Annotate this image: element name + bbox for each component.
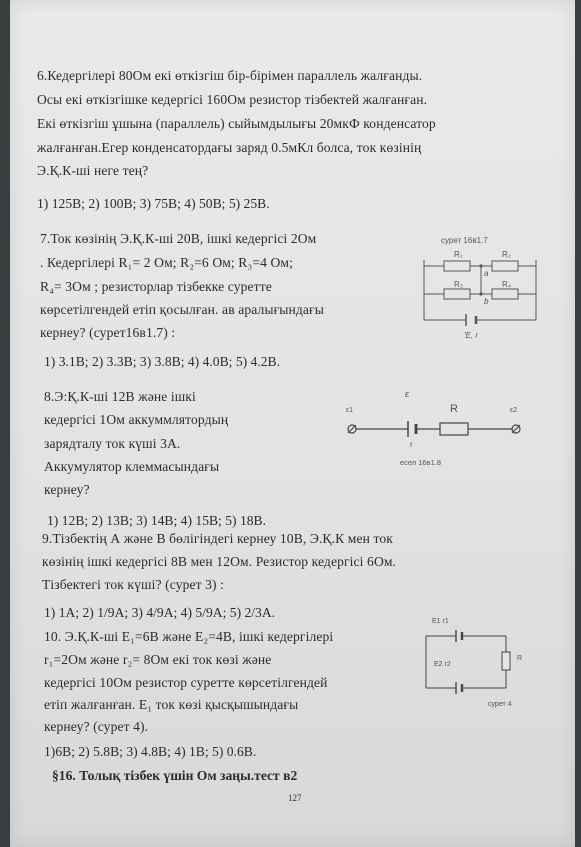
q9-options: 1) 1А; 2) 1/9А; 3) 4/9А; 4) 5/9А; 5) 2/3А.: [44, 605, 276, 620]
q7-resistor-r2: [492, 261, 518, 271]
q8-options: 1) 12В; 2) 13В; 3) 14В; 4) 15В; 5) 18В.: [47, 513, 267, 528]
q8-circuit-figure: [330, 385, 540, 475]
q7-resistor-r1: [444, 261, 470, 271]
q9-line-1: 9.Тізбектің А және В бөлігіндегі кернеу 10В, Э.Қ.К мен ток: [42, 531, 393, 546]
q8-internal-r-label: r: [410, 440, 413, 449]
q7-resistor-r3: [444, 289, 470, 299]
q7-resistor-r4: [492, 289, 518, 299]
q10-e1-label: E1 r1: [432, 618, 449, 625]
q6-line-5: Э.Қ.К-ші неге тең?: [37, 163, 149, 178]
q10-line-2: r₁=2Ом және r₂= 8Ом екі ток көзі және: [44, 652, 272, 667]
q8-line-4: Аккумулятор клеммасындағы: [44, 459, 220, 474]
q10-line-4: етіп жалғанған. Е₁ ток көзі қысқышындағы: [44, 697, 299, 712]
q10-resistor: [502, 652, 510, 670]
q6-line-4: жалғанған.Егер конденсатордағы заряд 0.5мКл болса, ток көзінің: [37, 140, 422, 155]
q10-line-3: кедергісі 10Ом резистор суретте көрсетілгендей: [44, 675, 328, 690]
q6-line-1: 6.Кедергілері 80Ом екі өткізгіш бір-бірімен параллель жалғанды.: [37, 68, 423, 83]
q7-label-r3: R₃: [454, 280, 464, 289]
q8-line-1: 8.Э:Қ.К-ші 12В және ішкі: [44, 389, 196, 404]
q9-line-3: Тізбектегі ток күші? (сурет 3) :: [42, 577, 225, 592]
q8-resistor: [440, 423, 468, 435]
q8-line-3: зарядталу ток күші 3А.: [44, 436, 181, 451]
q10-line-5: кернеу? (сурет 4).: [44, 719, 149, 734]
q10-figure-caption: сурет 4: [488, 701, 512, 708]
q10-options: 1)6В; 2) 5.8В; 3) 4.8В; 4) 1В; 5) 0.6В.: [44, 744, 257, 759]
q10-circuit-figure: [420, 614, 540, 714]
q10-r-label: R: [517, 655, 523, 662]
q8-figure-caption: есеп 16в1.8: [400, 458, 441, 467]
q7-label-r1: R₁: [454, 250, 463, 259]
q7-node-a: a: [484, 269, 489, 278]
textbook-page: [10, 0, 575, 847]
q7-line-2: . Кедергілері R₁= 2 Ом; R₂=6 Ом; R₃=4 Ом;: [40, 255, 293, 270]
q6-options: 1) 125В; 2) 100В; 3) 75В; 4) 50В; 5) 25В.: [37, 196, 270, 211]
q8-line-2: кедергісі 1Ом аккуммлятордың: [44, 412, 229, 427]
q6-line-3: Екі өткізгіш ұшына (параллель) сыйымдылығы 20мкФ конденсатор: [37, 116, 436, 131]
q10-line-1: 10. Э.Қ.К-ші Е₁=6В және Е₂=4В, ішкі кедергілері: [44, 629, 334, 644]
q7-line-4: көрсетілгендей етіп қосылған. ав аралығындағы: [40, 302, 324, 317]
q7-line-5: кернеу? (сурет16в1.7) :: [40, 325, 176, 340]
q6-line-2: Осы екі өткізгішке кедергісі 160Ом резистор тізбектей жалғанған.: [37, 92, 428, 107]
q8-line-5: кернеу?: [44, 482, 90, 497]
q8-emf-label: ε: [405, 389, 409, 399]
q7-line-3: R₄= 3Ом ; резисторлар тізбекке суретте: [40, 279, 272, 294]
q7-node-b: b: [484, 297, 489, 306]
q8-left-terminal-label: ε1: [346, 407, 354, 414]
q7-options: 1) 3.1В; 2) 3.3В; 3) 3.8В; 4) 4.0В; 5) 4.2В.: [44, 354, 281, 369]
q7-figure-caption: сурет 16в1.7: [441, 236, 488, 245]
q7-source-label: 'E, r: [464, 331, 478, 340]
page-number: 127: [288, 793, 302, 803]
q7-label-r2: R₂: [502, 250, 511, 259]
q7-line-1: 7.Ток көзінің Э.Қ.К-ші 20В, ішкі кедергісі 2Ом: [40, 231, 317, 246]
q7-circuit-figure: [406, 232, 551, 350]
q8-right-terminal-label: ε2: [510, 407, 518, 414]
q10-e2-label: E2 r2: [434, 661, 451, 668]
q7-label-r4: R₄: [502, 280, 512, 289]
q8-resistor-label: R: [450, 403, 458, 415]
q9-line-2: көзінің ішкі кедергісі 8В мен 12Ом. Резистор кедергісі 6Ом.: [42, 554, 397, 569]
section-heading: §16. Толық тізбек үшін Ом заңы.тест в2: [52, 768, 298, 783]
